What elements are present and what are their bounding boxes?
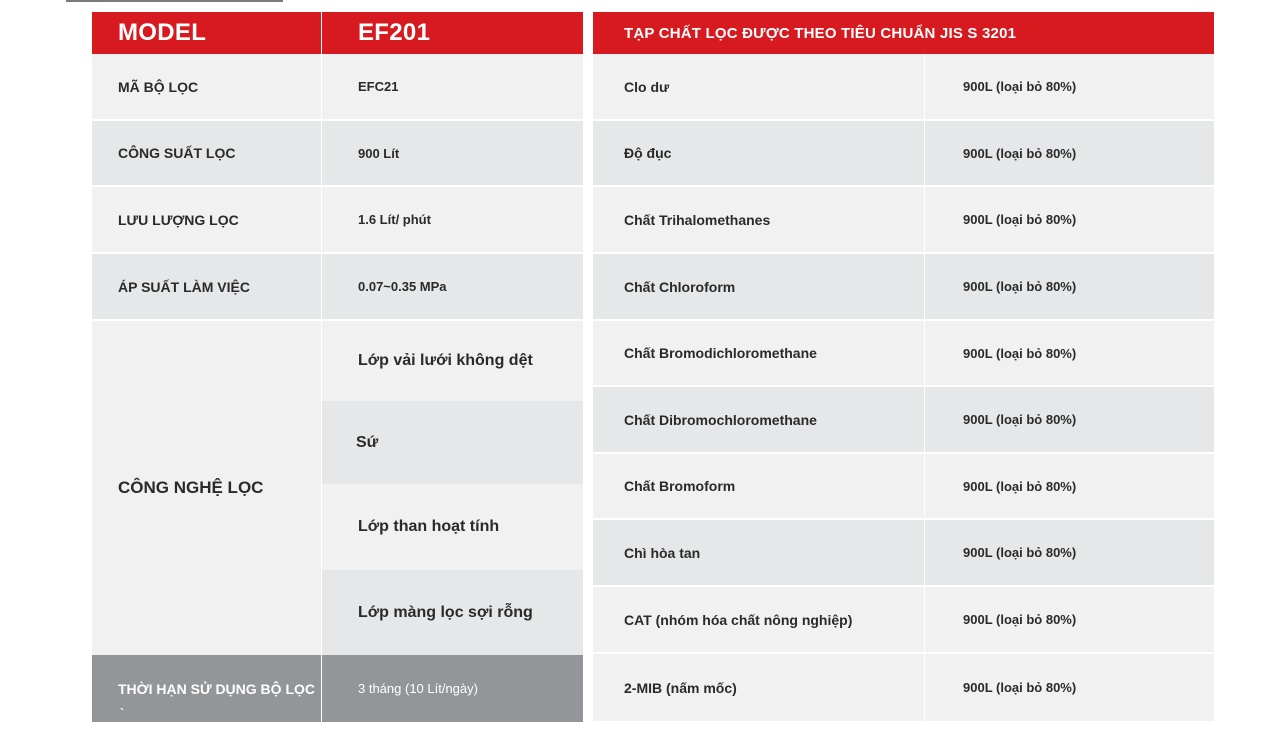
impurity-name: Chất Bromoform bbox=[593, 454, 925, 518]
spec-table bbox=[92, 12, 583, 722]
spec-row-capacity bbox=[92, 121, 583, 187]
impurity-name: Chất Chloroform bbox=[593, 254, 925, 319]
impurity-row bbox=[593, 187, 1214, 254]
impurity-name: Chì hòa tan bbox=[593, 520, 925, 585]
impurity-result: 900L (loại bỏ 80%) bbox=[925, 587, 1214, 652]
top-divider-line bbox=[66, 0, 283, 2]
impurity-result: 900L (loại bỏ 80%) bbox=[925, 187, 1214, 252]
spec-row-technology bbox=[92, 321, 583, 655]
technology-layer: Lớp màng lọc sợi rỗng bbox=[322, 570, 583, 655]
impurity-name: CAT (nhóm hóa chất nông nghiệp) bbox=[593, 587, 925, 652]
impurity-name: Chất Trihalomethanes bbox=[593, 187, 925, 252]
model-value: EF201 bbox=[358, 19, 431, 46]
impurity-table bbox=[593, 12, 1214, 721]
impurity-row bbox=[593, 454, 1214, 520]
impurity-name: Chất Bromodichloromethane bbox=[593, 321, 925, 385]
impurity-row bbox=[593, 587, 1214, 654]
spec-value: 1.6 Lít/ phút bbox=[322, 187, 583, 252]
impurity-result: 900L (loại bỏ 80%) bbox=[925, 454, 1214, 518]
spec-table-header bbox=[92, 12, 583, 54]
impurity-row bbox=[593, 654, 1214, 721]
lifetime-label-text: THỜI HẠN SỬ DỤNG BỘ LỌC bbox=[118, 680, 315, 697]
stray-mark: ` bbox=[120, 706, 124, 720]
impurity-row bbox=[593, 121, 1214, 187]
impurity-result: 900L (loại bỏ 80%) bbox=[925, 121, 1214, 185]
spec-value: 900 Lít bbox=[322, 121, 583, 185]
spec-label: MÃ BỘ LỌC bbox=[92, 54, 322, 119]
spec-value: EFC21 bbox=[322, 54, 583, 119]
impurity-result: 900L (loại bỏ 80%) bbox=[925, 387, 1214, 452]
impurity-name: Clo dư bbox=[593, 54, 925, 119]
impurity-row bbox=[593, 54, 1214, 121]
impurity-name: Độ đục bbox=[593, 121, 925, 185]
spec-row-filter-code bbox=[92, 54, 583, 121]
technology-layer: Lớp vải lưới không dệt bbox=[322, 321, 583, 401]
impurity-row bbox=[593, 520, 1214, 587]
technology-layer: Lớp than hoạt tính bbox=[322, 484, 583, 570]
impurity-name: Chất Dibromochloromethane bbox=[593, 387, 925, 452]
lifetime-value: 3 tháng (10 Lít/ngày) bbox=[358, 681, 478, 696]
impurity-row bbox=[593, 387, 1214, 454]
impurity-name: 2-MIB (nấm mốc) bbox=[593, 654, 925, 721]
technology-layer: Sứ bbox=[322, 401, 583, 484]
impurity-table-title: TẠP CHẤT LỌC ĐƯỢC THEO TIÊU CHUẨN JIS S 3201 bbox=[624, 24, 1017, 42]
spec-label: ÁP SUẤT LÀM VIỆC bbox=[92, 254, 322, 319]
spec-value: 0.07~0.35 MPa bbox=[322, 254, 583, 319]
impurity-result: 900L (loại bỏ 80%) bbox=[925, 254, 1214, 319]
impurity-result: 900L (loại bỏ 80%) bbox=[925, 654, 1214, 721]
impurity-result: 900L (loại bỏ 80%) bbox=[925, 54, 1214, 119]
technology-label: CÔNG NGHỆ LỌC bbox=[92, 321, 322, 655]
impurity-row bbox=[593, 321, 1214, 387]
model-label: MODEL bbox=[92, 12, 322, 54]
spec-row-flow-rate bbox=[92, 187, 583, 254]
spec-row-pressure bbox=[92, 254, 583, 321]
impurity-table-header bbox=[593, 12, 1214, 54]
spec-label: LƯU LƯỢNG LỌC bbox=[92, 187, 322, 252]
lifetime-label bbox=[92, 655, 322, 722]
spec-row-lifetime bbox=[92, 655, 583, 722]
technology-layers bbox=[322, 321, 583, 655]
impurity-row bbox=[593, 254, 1214, 321]
impurity-result: 900L (loại bỏ 80%) bbox=[925, 321, 1214, 385]
spec-label: CÔNG SUẤT LỌC bbox=[92, 121, 322, 185]
impurity-result: 900L (loại bỏ 80%) bbox=[925, 520, 1214, 585]
